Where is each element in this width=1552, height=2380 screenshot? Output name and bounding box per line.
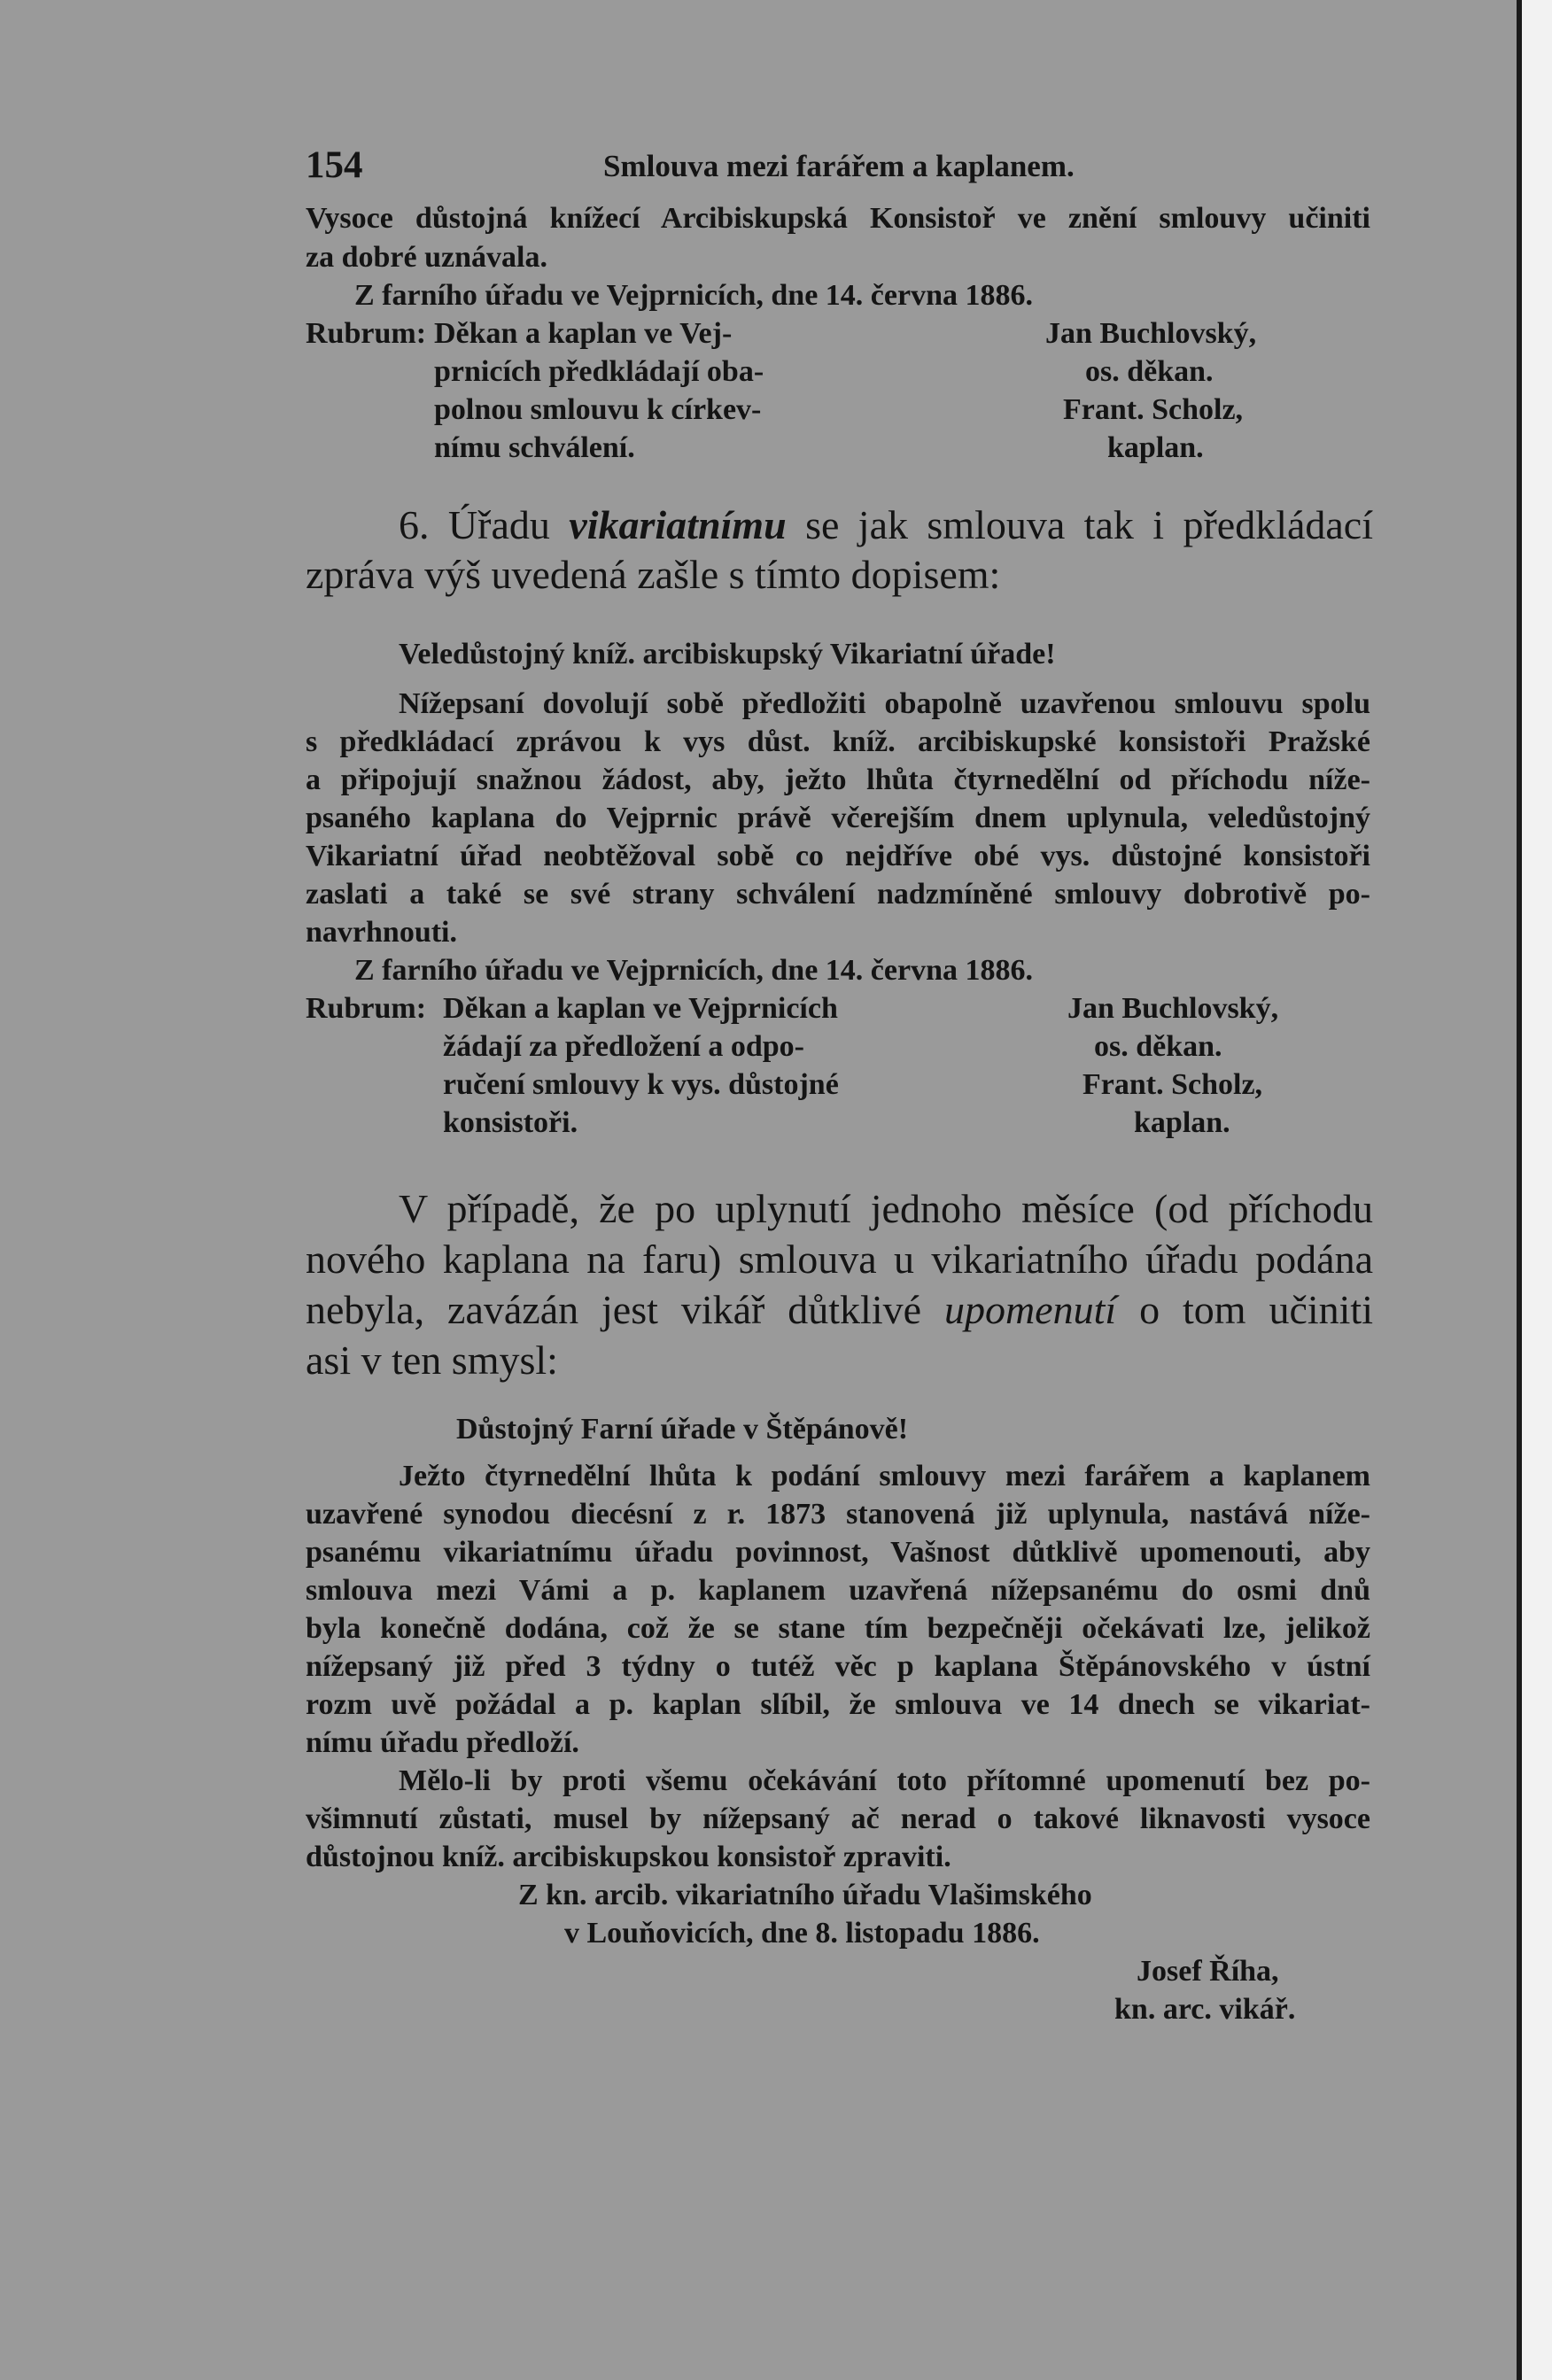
letter-line: s předkládací zprávou k vys důst. kníž. arcibiskupské konsistoři Pražské [306,725,1370,758]
letter-salutation: Veledůstojný kníž. arcibiskupský Vikariatní úřade! [399,638,1056,671]
page-edge [1517,0,1552,2380]
letter-salutation: Důstojný Farní úřade v Štěpánově! [456,1413,909,1446]
signature-line: os. děkan. [1085,355,1214,388]
letter-line: byla konečně dodána, což že se stane tím bezpečněji očekávati lze, jelikož [306,1612,1370,1645]
signature-line: Jan Buchlovský, [1045,317,1257,350]
rubrum-line: Děkan a kaplan ve Vej- [434,317,733,350]
page-header [306,143,1369,188]
signature-line: Jan Buchlovský, [1067,992,1279,1025]
letter-line: Mělo-li by proti všemu očekávání toto přítomné upomenutí bez po- [399,1764,1370,1797]
dateline: Z kn. arcib. vikariatního úřadu Vlašimského [518,1879,1092,1911]
paragraph-line: V případě, že po uplynutí jednoho měsíce (od příchodu [399,1186,1373,1231]
dateline: Z farního úřadu ve Vejprnicích, dne 14. června 1886. [354,279,1033,312]
paragraph-line: nového kaplana na faru) smlouva u vikariatního úřadu podána [306,1237,1373,1282]
section-number: 6. [399,502,430,547]
letter-line: důstojnou kníž. arcibiskupskou konsistoř zpraviti. [306,1841,951,1873]
letter-line: navrhnouti. [306,916,457,949]
section-6-line-2: zpráva výš uvedená zašle s tímto dopisem: [306,552,1001,597]
rubrum-line: ručení smlouvy k vys. důstojné [443,1068,839,1101]
body-line: za dobré uznávala. [306,241,547,274]
rubrum-line: nímu schválení. [434,431,635,464]
paragraph-line: asi v ten smysl: [306,1337,558,1383]
section-italic-word: vikariatnímu [569,502,787,547]
letter-line: nížepsaný již před 3 týdny o tutéž věc p kaplana Štěpánovského v ústní [306,1650,1370,1683]
letter-line: psanému vikariatnímu úřadu povinnost, Vašnost důtklivě upomenouti, aby [306,1536,1370,1569]
letter-line: všimnutí zůstati, musel by nížepsaný ač nerad o takové liknavosti vysoce [306,1802,1370,1835]
dateline: v Louňovicích, dne 8. listopadu 1886. [564,1917,1040,1950]
dateline: Z farního úřadu ve Vejprnicích, dne 14. června 1886. [354,954,1033,987]
rubrum-label: Rubrum: [306,992,427,1025]
rubrum-line: žádají za předložení a odpo- [443,1030,804,1063]
letter-line: uzavřené synodou diecésní z r. 1873 stanovená již uplynula, nastává níže- [306,1498,1370,1531]
letter-line: Ježto čtyrnedělní lhůta k podání smlouvy mezi farářem a kaplanem [399,1460,1370,1492]
signature-line: Frant. Scholz, [1083,1068,1263,1101]
page-number: 154 [306,144,363,186]
paragraph-italic: upomenutí [943,1287,1117,1332]
letter-line: nímu úřadu předloží. [306,1726,579,1759]
letter-line: smlouva mezi Vámi a p. kaplanem uzavřená nížepsanému do osmi dnů [306,1574,1370,1607]
rubrum-line: polnou smlouvu k církev- [434,393,762,426]
signature-line: Josef Říha, [1137,1955,1279,1988]
rubrum-line: Děkan a kaplan ve Vejprnicích [443,992,838,1025]
section-rest: se jak smlouva tak i předkládací [805,502,1374,547]
body-line: Vysoce důstojná knížecí Arcibiskupská Konsistoř ve znění smlouvy učiniti [306,202,1370,235]
signature-line: kn. arc. vikář. [1114,1993,1296,2026]
letter-line: zaslati a také se své strany schválení nadzmíněné smlouvy dobrotivě po- [306,878,1370,911]
paragraph-text: nebyla, zavázán jest vikář důtklivé [306,1287,922,1332]
rubrum-label: Rubrum: [306,317,427,350]
rubrum-line: prnicích předkládají oba- [434,355,764,388]
paragraph-text: o tom učiniti [1139,1287,1373,1332]
signature-line: Frant. Scholz, [1063,393,1244,426]
signature-line: kaplan. [1107,431,1204,464]
paragraph-line [306,1286,1373,1333]
section-lead: Úřadu [447,502,550,547]
rubrum-line: konsistoři. [443,1106,578,1139]
letter-line: Vikariatní úřad neobtěžoval sobě co nejdříve obé vys. důstojné konsistoři [306,840,1370,872]
letter-line: psaného kaplana do Vejprnic právě včerejším dnem uplynula, veledůstojný [306,802,1370,834]
signature-line: os. děkan. [1094,1030,1222,1063]
signature-line: kaplan. [1134,1106,1230,1139]
letter-line: rozm uvě požádal a p. kaplan slíbil, že smlouva ve 14 dnech se vikariat- [306,1688,1370,1721]
letter-line: Nížepsaní dovolují sobě předložiti obapolně uzavřenou smlouvu spolu [399,687,1370,720]
running-title: Smlouva mezi farářem a kaplanem. [603,149,1075,183]
section-6-line [399,501,1373,548]
letter-line: a připojují snažnou žádost, aby, ježto lhůta čtyrnedělní od příchodu níže- [306,764,1370,796]
